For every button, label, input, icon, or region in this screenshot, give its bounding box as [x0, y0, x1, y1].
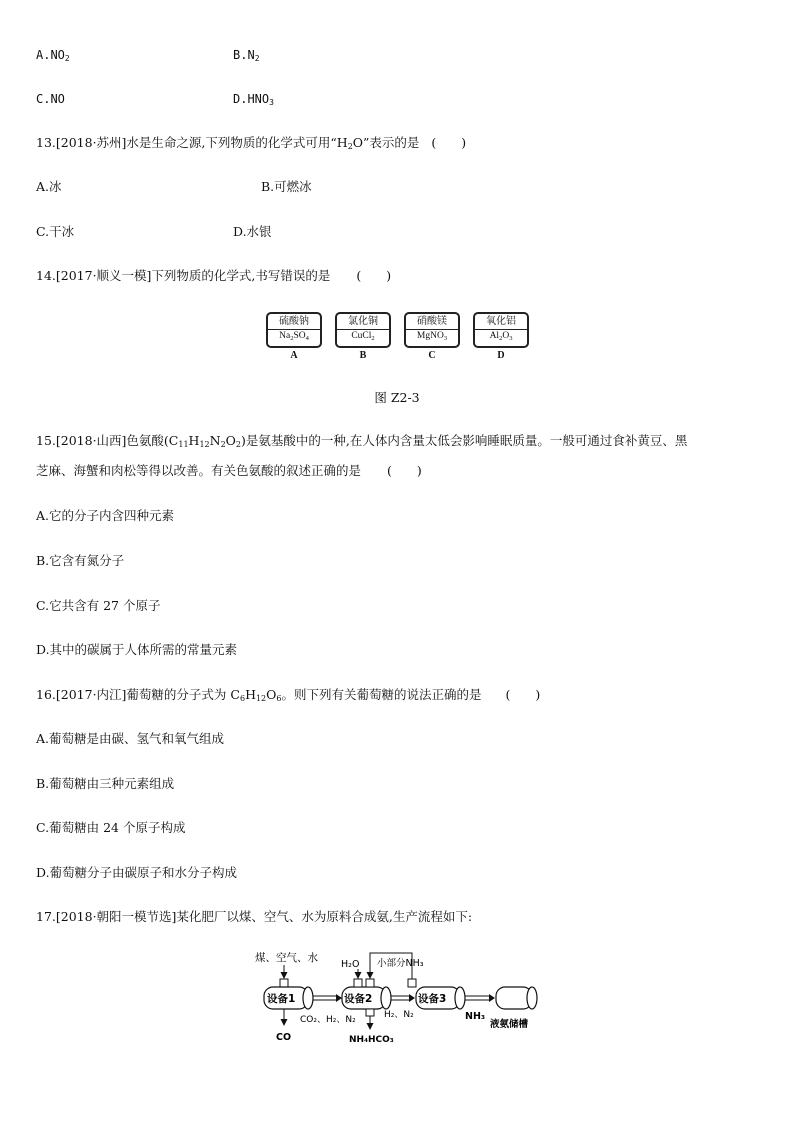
bottle-b-label: B — [359, 350, 367, 361]
q12-option-b — [233, 46, 260, 64]
q15-answer-paren: ( ) — [387, 463, 422, 478]
q16-s2: 12 — [255, 694, 267, 703]
q17-stem: 17.[2018·朝阳一模节选]某化肥厂以煤、空气、水为原料合成氨,生产流程如下: — [36, 909, 473, 924]
co-label: CO — [276, 1032, 292, 1043]
reagent-bottle-d — [473, 312, 529, 348]
q14-stem-text: 14.[2017·顺义一模]下列物质的化学式,书写错误的是 — [36, 268, 331, 283]
stream1-label: CO₂、H₂、N₂ — [300, 1015, 356, 1025]
bottle-a-formula — [268, 329, 320, 343]
bottle-b-formula — [337, 329, 389, 343]
q16-s1: 6 — [239, 694, 246, 703]
q16-option-c: C.葡萄糖由 24 个原子构成 — [36, 820, 186, 835]
q16-p1: 16.[2017·内江]葡萄糖的分子式为 C — [36, 687, 240, 702]
q16-p2: H — [245, 687, 256, 702]
bottle-b-name: 氯化铜 — [348, 316, 378, 327]
process-flow-diagram — [250, 945, 550, 1055]
bottle-a-name: 硫酸钠 — [279, 316, 309, 327]
reagent-bottle-b — [335, 312, 391, 348]
q12-b-sub: 2 — [254, 54, 260, 63]
bottle-a-f1: Na — [279, 331, 291, 341]
q12-a-text: A.NO — [36, 48, 65, 62]
recycle-label: 小部分NH₃ — [377, 958, 424, 969]
q15-option-d: D.其中的碳属于人体所需的常量元素 — [36, 642, 238, 657]
bottle-b-f1: CuCl — [351, 331, 372, 341]
bottle-d-name: 氧化铝 — [486, 316, 516, 327]
device2-h2o-inlet — [354, 979, 362, 987]
q12-option-d — [233, 90, 274, 108]
q16-option-b: B.葡萄糖由三种元素组成 — [36, 776, 175, 791]
pipe1-arrowhead — [336, 994, 342, 1002]
bottle-b-s1: 2 — [371, 335, 375, 342]
q15-p3: N — [209, 433, 221, 448]
bottle-d-f2: O — [502, 331, 510, 341]
reagent-bottle-c — [404, 312, 460, 348]
figure-caption: 图 Z2-3 — [374, 390, 420, 405]
device3-end-cap — [455, 987, 465, 1009]
q14-answer-paren: ( ) — [356, 268, 392, 283]
device3-top-outlet — [408, 979, 416, 987]
bottle-d-s1: 2 — [499, 335, 503, 342]
q12-a-sub: 2 — [64, 54, 70, 63]
stream2-label: H₂、N₂ — [384, 1010, 414, 1020]
bottle-a-s2: 4 — [305, 335, 309, 342]
q13-option-d: D.水银 — [233, 224, 272, 239]
q13-option-b: B.可燃冰 — [261, 179, 312, 194]
ammonia-tank-end-cap — [527, 987, 537, 1009]
bottle-d-f1: Al — [489, 331, 500, 341]
q15-s3: 2 — [220, 440, 226, 449]
device2-end-cap — [381, 987, 391, 1009]
q12-d-text: D.HNO — [233, 92, 270, 106]
nh4hco3-label: NH₄HCO₃ — [349, 1035, 394, 1045]
h2o-label: H₂O — [341, 959, 360, 970]
q15-s4: 2 — [235, 440, 242, 449]
q12-option-c: C.NO — [36, 92, 65, 106]
q15-p2: H — [188, 433, 200, 448]
q13-stem-part1: 13.[2018·苏州]水是生命之源,下列物质的化学式可用“H — [36, 135, 348, 150]
bottle-a-f2: SO — [293, 331, 306, 341]
q12-b-text: B.N — [233, 48, 255, 62]
device2-recycle-inlet — [366, 979, 374, 987]
q15-option-c: C.它共含有 27 个原子 — [36, 598, 161, 613]
bottle-d-s2: 3 — [509, 335, 513, 342]
device2-outlet — [366, 1009, 374, 1016]
q16-s3: 6 — [276, 694, 282, 703]
bottle-d-formula — [475, 329, 527, 343]
q16-p3: O — [266, 687, 277, 702]
q14-figure — [262, 312, 532, 368]
q16-stem — [36, 686, 540, 704]
q15-stem-line2-text: 芝麻、海蟹和肉松等得以改善。有关色氨酸的叙述正确的是 — [36, 463, 362, 478]
q15-stem-line1 — [36, 432, 687, 450]
q15-p4: O — [225, 433, 236, 448]
q16-answer-paren: ( ) — [505, 687, 541, 702]
device1-end-cap — [303, 987, 313, 1009]
bottle-a-label: A — [290, 350, 298, 361]
bottle-c-s1: 3 — [443, 335, 448, 342]
q13-option-a: A.冰 — [36, 179, 62, 194]
bottle-a-s1: 2 — [290, 335, 294, 342]
device1-inlet — [280, 979, 288, 987]
q13-stem-part2: O”表示的是 — [352, 135, 420, 150]
device2-label: 设备2 — [344, 993, 373, 1005]
q12-d-sub: 3 — [269, 98, 274, 107]
q15-s1: 11 — [178, 440, 189, 449]
q12-option-a — [36, 46, 70, 64]
q15-s2: 12 — [199, 440, 210, 449]
q16-option-d: D.葡萄糖分子由碳原子和水分子构成 — [36, 865, 238, 880]
raw-materials-label: 煤、空气、水 — [255, 952, 318, 964]
q16-p4: 。则下列有关葡萄糖的说法正确的是 — [281, 687, 482, 702]
q14-stem — [36, 267, 391, 285]
q13-answer-paren: ( ) — [431, 135, 467, 150]
q15-option-b: B.它含有氮分子 — [36, 553, 125, 568]
pipe2-arrowhead — [409, 994, 415, 1002]
q13-stem — [36, 134, 466, 152]
q15-stem-line2 — [36, 462, 422, 480]
reagent-bottle-a — [266, 312, 322, 348]
tank-label: 液氨储槽 — [490, 1019, 529, 1030]
bottle-c-name: 硝酸镁 — [417, 316, 447, 327]
device1-label: 设备1 — [267, 993, 296, 1005]
q15-p1: 15.[2018·山西]色氨酸(C — [36, 433, 179, 448]
nh3-label: NH₃ — [465, 1011, 486, 1022]
q16-option-a: A.葡萄糖是由碳、氢气和氧气组成 — [36, 731, 225, 746]
q15-option-a: A.它的分子内含四种元素 — [36, 508, 175, 523]
q15-p5: )是氨基酸中的一种,在人体内含量太低会影响睡眠质量。一般可通过食补黄豆、黑 — [241, 433, 688, 448]
device3-label: 设备3 — [418, 993, 447, 1005]
q13-stem-sub: 2 — [347, 142, 353, 151]
bottle-c-formula — [406, 329, 458, 343]
q13-option-c: C.干冰 — [36, 224, 75, 239]
bottle-d-label: D — [497, 350, 505, 361]
pipe3-arrowhead — [489, 994, 495, 1002]
bottle-c-f1: MgNO — [416, 331, 444, 341]
bottle-c-label: C — [428, 350, 436, 361]
